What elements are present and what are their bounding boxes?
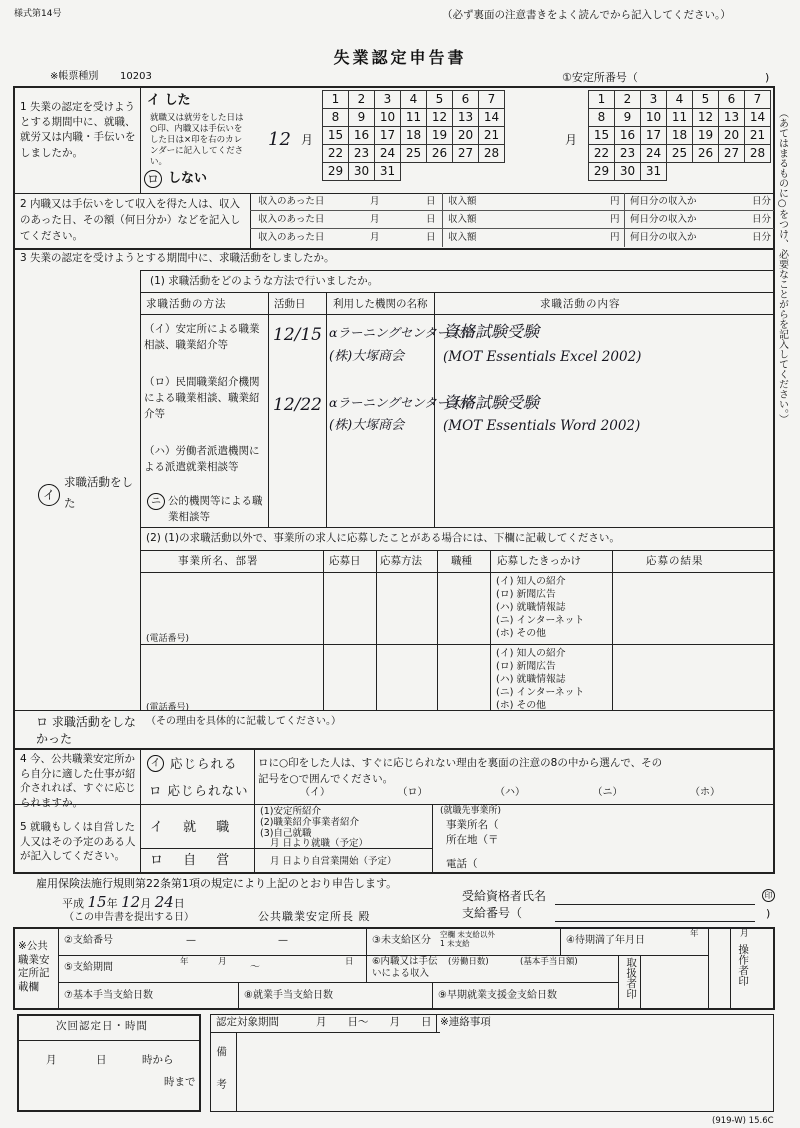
remarks-label: 備考 xyxy=(215,1046,228,1111)
s5-self-from: 月 日より自営業開始（予定） xyxy=(270,856,397,867)
office-f6a: (労働日数) xyxy=(448,957,489,967)
calendar-day[interactable]: 23 xyxy=(615,145,641,163)
activity-org-2: αラーニングセンター大高 xyxy=(329,395,475,410)
calendar-day[interactable]: 23 xyxy=(349,145,375,163)
office-f5-tilde: 〜 xyxy=(250,962,260,973)
activity-content-1: 資格試験受験 xyxy=(443,322,540,341)
s2-days-label: 何日分の収入か xyxy=(630,196,697,207)
s2-yen: 円 xyxy=(610,232,620,243)
activity-date-1: 12/15 xyxy=(273,325,322,345)
s2-days-unit: 日分 xyxy=(752,196,772,207)
s3-no-option[interactable]: ロ 求職活動をしなかった xyxy=(36,715,136,747)
calendar-day[interactable]: 24 xyxy=(641,145,667,163)
reason-option[interactable]: (イ) 知人の紹介 xyxy=(496,576,566,587)
decl-year: 15 xyxy=(87,893,107,911)
calendar-day[interactable]: 21 xyxy=(745,127,771,145)
calendar-day[interactable]: 13 xyxy=(719,109,745,127)
calendar-day[interactable]: 7 xyxy=(479,91,505,109)
s2-divider xyxy=(624,211,625,229)
calendar-day[interactable]: 5 xyxy=(427,91,453,109)
s2-question: 2 内職又は手伝いをして収入を得た人は、収入のあった日、その額（何日分か）などを記入してください。 xyxy=(20,198,241,242)
s3-h2-job: 職種 xyxy=(451,555,472,567)
s4-reason-choice[interactable]: （ハ） xyxy=(495,787,525,798)
calendar-day[interactable]: 17 xyxy=(641,127,667,145)
s2-amount-label: 収入額 xyxy=(448,232,477,243)
calendar-day[interactable]: 12 xyxy=(427,109,453,127)
s4-note: ロに○印をした人は、すぐに応じられない理由を裏面の注意の8の中から選んで、その記号を○で囲んでください。 xyxy=(258,757,663,785)
calendar-day[interactable]: 16 xyxy=(615,127,641,145)
office-f2: ②支給番号 xyxy=(64,935,113,946)
calendar-day[interactable]: 8 xyxy=(323,109,349,127)
s3-h-org: 利用した機関の名称 xyxy=(333,298,428,310)
s3-h-date: 活動日 xyxy=(274,298,306,310)
calendar-day[interactable]: 11 xyxy=(401,109,427,127)
calendar-day[interactable]: 16 xyxy=(349,127,375,145)
office-f6b: (基本手当日額) xyxy=(520,957,578,967)
s2-divider xyxy=(442,193,443,211)
s2-amount-label: 収入額 xyxy=(448,214,477,225)
s1-yes-option[interactable]: イ した xyxy=(147,93,191,108)
s2-divider xyxy=(624,229,625,247)
calendar-day[interactable]: 10 xyxy=(641,109,667,127)
s3-question: 3 失業の認定を受けようとする期間中に、求職活動をしましたか。 xyxy=(20,252,335,264)
s2-days-unit: 日分 xyxy=(752,232,772,243)
calendar-day[interactable]: 25 xyxy=(667,145,693,163)
office-f4-month: 月 xyxy=(740,929,749,939)
reason-option[interactable]: (ホ) その他 xyxy=(496,627,546,639)
reason-option[interactable]: (イ) 知人の紹介 xyxy=(496,648,566,659)
s5-dest-name: 事業所名（ xyxy=(446,819,499,831)
calendar-day[interactable]: 6 xyxy=(453,91,479,109)
s5-routes xyxy=(260,806,359,839)
calendar-day[interactable]: 10 xyxy=(375,109,401,127)
next-time-to: 時まで xyxy=(164,1076,196,1088)
period-label: 認定対象期間 xyxy=(216,1016,279,1028)
form-title: 失業認定申告書 xyxy=(333,48,467,67)
calendar-day[interactable]: 2 xyxy=(615,91,641,109)
reason-option[interactable]: (ホ) その他 xyxy=(496,699,546,711)
s4-yes-option[interactable]: 応じられる xyxy=(170,756,238,771)
s3-h-content: 求職活動の内容 xyxy=(540,298,621,310)
calendar-day[interactable]: 27 xyxy=(453,145,479,163)
s3-h2-method: 応募方法 xyxy=(380,555,422,567)
s5-dest-addr: 所在地（〒 xyxy=(446,834,499,846)
office-f5-year: 年 xyxy=(180,957,189,967)
s3-h2-result: 応募の結果 xyxy=(646,555,704,567)
s2-divider xyxy=(442,211,443,229)
calendar-right xyxy=(588,90,771,181)
s2-amount-label: 収入額 xyxy=(448,196,477,207)
calendar-left xyxy=(322,90,505,181)
contact-label: ※連絡事項 xyxy=(440,1016,491,1028)
s5-dest-label: (就職先事業所) xyxy=(440,806,502,816)
calendar-day[interactable]: 25 xyxy=(401,145,427,163)
calendar-day[interactable]: 1 xyxy=(589,91,615,109)
office-f9: ⑨早期就業支援金支給日数 xyxy=(438,990,557,1001)
activity-org-1b: (株)大塚商会 xyxy=(329,349,405,364)
calendar-day[interactable]: 3 xyxy=(375,91,401,109)
s2-divider xyxy=(442,229,443,247)
s4-reason-choice[interactable]: （ロ） xyxy=(397,787,428,798)
remarks-box xyxy=(210,1014,774,1112)
s1-yes-note: 就職又は就労をした日は○印、内職又は手伝いをした日は×印を右のカレンダーに記入してください。 xyxy=(150,113,244,168)
office-label: ※公共職業安定所記載欄 xyxy=(18,940,50,993)
s5-dest-tel: 電話（ xyxy=(446,858,478,870)
s2-month: 月 xyxy=(370,196,380,207)
office-f3b: 1 未支給 xyxy=(440,939,470,948)
s2-day: 日 xyxy=(426,232,436,243)
s2-date-label: 収入のあった日 xyxy=(258,196,325,207)
calendar-day[interactable]: 11 xyxy=(667,109,693,127)
calendar-day[interactable]: 22 xyxy=(589,145,615,163)
seal-mark: 印 xyxy=(762,889,775,902)
s4-reason-choice[interactable]: （ニ） xyxy=(592,787,623,798)
s1-month-unit-left: 月 xyxy=(301,133,314,147)
office-handler: 取扱者印 xyxy=(625,957,638,999)
calendar-day[interactable]: 1 xyxy=(323,91,349,109)
office-f5-day: 日 xyxy=(345,957,354,967)
calendar-day[interactable]: 12 xyxy=(693,109,719,127)
s2-days-label: 何日分の収入か xyxy=(630,214,697,225)
s5-route-option[interactable]: (3)自己就職 xyxy=(260,828,312,839)
calendar-day[interactable]: 26 xyxy=(427,145,453,163)
decl-year-unit: 年 xyxy=(106,897,118,910)
s2-yen: 円 xyxy=(610,196,620,207)
calendar-day[interactable]: 9 xyxy=(615,109,641,127)
period-value: 月 日〜 月 日 xyxy=(316,1016,432,1028)
calendar-day[interactable]: 21 xyxy=(479,127,505,145)
decl-date xyxy=(62,893,185,912)
calendar-day[interactable]: 19 xyxy=(693,127,719,145)
s3-phone-1: (電話番号) xyxy=(146,634,190,644)
ledger-number: 10203 xyxy=(120,71,152,82)
payment-number-label: 支給番号（ xyxy=(462,906,523,920)
calendar-day[interactable]: 31 xyxy=(375,163,401,181)
applicant-name-label: 受給資格者氏名 xyxy=(462,889,547,903)
s2-month: 月 xyxy=(370,214,380,225)
office-f5: ⑤支給期間 xyxy=(64,962,113,973)
office-f7: ⑦基本手当支給日数 xyxy=(64,990,153,1001)
office-f2-dash2: — xyxy=(278,935,288,946)
calendar-day[interactable]: 4 xyxy=(401,91,427,109)
calendar-day[interactable]: 31 xyxy=(641,163,667,181)
s4-yes-mark[interactable]: イ xyxy=(147,755,164,772)
s4-reason-choice[interactable]: （イ） xyxy=(300,787,330,798)
s3-h2-reason: 応募したきっかけ xyxy=(497,555,581,567)
decl-day: 24 xyxy=(154,893,174,911)
form-number: 様式第14号 xyxy=(14,9,62,19)
s2-day: 日 xyxy=(426,196,436,207)
s3-reasons-2 xyxy=(496,648,584,713)
next-date-label: 次回認定日・時間 xyxy=(56,1020,148,1032)
decl-era: 平成 xyxy=(62,897,84,910)
calendar-day[interactable]: 2 xyxy=(349,91,375,109)
calendar-day[interactable]: 17 xyxy=(375,127,401,145)
s2-month: 月 xyxy=(370,232,380,243)
office-f3: ③未支給区分 xyxy=(372,935,431,946)
calendar-day[interactable]: 7 xyxy=(745,91,771,109)
office-f5-month: 月 xyxy=(218,957,227,967)
s1-month-unit-right: 月 xyxy=(565,133,578,147)
office-number-label: ①安定所番号（ xyxy=(562,71,638,84)
activity-org-2b: (株)大塚商会 xyxy=(329,418,405,433)
s2-divider xyxy=(624,193,625,211)
reason-option[interactable]: (ハ) 就職情報誌 xyxy=(496,601,566,613)
decl-sub: （この申告書を提出する日） xyxy=(64,912,194,923)
s5-route-option[interactable]: (2)職業紹介事業者紹介 xyxy=(260,817,359,828)
s3-method-a: （イ）安定所による職業相談、職業紹介等 xyxy=(144,323,260,351)
s2-days-unit: 日分 xyxy=(752,214,772,225)
office-f4-year: 年 xyxy=(690,929,699,939)
next-time-from: 時から xyxy=(142,1054,174,1066)
reason-option[interactable]: (ロ) 新聞広告 xyxy=(496,588,556,600)
s3-h2-date: 応募日 xyxy=(329,555,361,567)
s3-h2-company: 事業所名、部署 xyxy=(178,555,259,567)
calendar-day[interactable]: 20 xyxy=(719,127,745,145)
s3-reasons-1 xyxy=(496,576,584,641)
side-note: （あてはまるものに○をつけ、必要なことがらを記入してください。） xyxy=(776,108,788,424)
s3-method-b: （ロ）民間職業紹介機関による職業相談、職業紹介等 xyxy=(144,376,260,420)
calendar-day[interactable]: 28 xyxy=(745,145,771,163)
s3-yes-mark[interactable]: イ xyxy=(38,484,60,506)
calendar-day[interactable]: 15 xyxy=(589,127,615,145)
reason-option[interactable]: (ロ) 新聞広告 xyxy=(496,660,556,672)
calendar-day[interactable]: 18 xyxy=(401,127,427,145)
s3-method-c: （ハ）労働者派遣機関による派遣就業相談等 xyxy=(144,445,260,473)
calendar-day[interactable]: 30 xyxy=(615,163,641,181)
s3-method-d-mark[interactable]: ニ xyxy=(147,493,165,510)
s3-q1: (1) 求職活動をどのような方法で行いましたか。 xyxy=(150,275,379,287)
s3-h-method: 求職活動の方法 xyxy=(146,298,227,310)
s5-job-from: 月 日より就職（予定） xyxy=(270,838,369,849)
office-f6: ⑥内職又は手伝いによる収入 xyxy=(372,956,438,979)
form-code: (919-W) 15.6C xyxy=(712,1116,774,1126)
next-date-month: 月 xyxy=(46,1054,57,1066)
s1-no-mark[interactable]: ロ xyxy=(144,170,162,188)
calendar-day[interactable]: 24 xyxy=(375,145,401,163)
activity-content-2: 資格試験受験 xyxy=(443,393,540,412)
s3-q2: (2) (1)の求職活動以外で、事業所の求人に応募したことがある場合には、下欄に記載してください。 xyxy=(146,532,620,544)
s3-yes-option[interactable]: 求職活動をした xyxy=(64,475,133,510)
s2-day: 日 xyxy=(426,214,436,225)
reason-option[interactable]: (ニ) インターネット xyxy=(496,614,585,626)
calendar-day[interactable]: 19 xyxy=(427,127,453,145)
calendar-day[interactable]: 5 xyxy=(693,91,719,109)
calendar-day[interactable]: 14 xyxy=(745,109,771,127)
s2-income-rows xyxy=(250,193,774,247)
calendar-day[interactable]: 20 xyxy=(453,127,479,145)
ledger-label: ※帳票種別 xyxy=(50,71,99,82)
office-f2-dash: — xyxy=(186,935,196,946)
decl-text: 雇用保険法施行規則第22条第1項の規定により上記のとおり申告します。 xyxy=(36,877,398,890)
s5-question: 5 就職もしくは自営した人又はその予定のある人が記入してください。 xyxy=(20,821,136,863)
reason-option[interactable]: (ハ) 就職情報誌 xyxy=(496,673,566,685)
calendar-day[interactable]: 22 xyxy=(323,145,349,163)
s1-no-option[interactable]: しない xyxy=(168,171,208,186)
activity-content-1b: (MOT Essentials Excel 2002) xyxy=(443,349,642,365)
activity-content-2b: (MOT Essentials Word 2002) xyxy=(443,418,641,434)
calendar-day[interactable]: 29 xyxy=(589,163,615,181)
calendar-day[interactable]: 3 xyxy=(641,91,667,109)
s1-month-left: 12 xyxy=(268,129,291,150)
calendar-day[interactable]: 6 xyxy=(719,91,745,109)
reason-option[interactable]: (ニ) インターネット xyxy=(496,686,585,698)
office-number-close: ) xyxy=(765,71,770,84)
s4-choices xyxy=(300,787,720,800)
office-f3-options xyxy=(440,930,495,948)
calendar-day[interactable]: 27 xyxy=(719,145,745,163)
s1-question: 1 失業の認定を受けようとする期間中に、就職、就労又は内職・手伝いをしましたか。 xyxy=(20,101,136,159)
calendar-day[interactable]: 9 xyxy=(349,109,375,127)
s4-no-option[interactable]: ロ 応じられない xyxy=(149,783,249,798)
s2-date-label: 収入のあった日 xyxy=(258,214,325,225)
office-f8: ⑧就業手当支給日数 xyxy=(244,990,333,1001)
activity-date-2: 12/22 xyxy=(273,395,322,415)
s5-self-option[interactable]: ロ 自 営 xyxy=(150,853,238,868)
s2-income-row xyxy=(250,193,774,211)
header-notice: （必ず裏面の注意書きをよく読んでから記入してください。） xyxy=(442,9,731,21)
calendar-day[interactable]: 26 xyxy=(693,145,719,163)
calendar-day[interactable]: 18 xyxy=(667,127,693,145)
s3-phone-2: (電話番号) xyxy=(146,703,190,713)
decl-month: 12 xyxy=(121,893,141,911)
s2-days-label: 何日分の収入か xyxy=(630,232,697,243)
calendar-day[interactable]: 30 xyxy=(349,163,375,181)
decl-day-unit: 日 xyxy=(173,897,185,910)
calendar-day[interactable]: 29 xyxy=(323,163,349,181)
s2-income-row xyxy=(250,211,774,229)
s2-yen: 円 xyxy=(610,214,620,225)
calendar-day[interactable]: 13 xyxy=(453,109,479,127)
s4-reason-choice[interactable]: （ホ） xyxy=(690,787,720,798)
decl-to: 公共職業安定所長 殿 xyxy=(258,910,371,923)
decl-month-unit: 月 xyxy=(140,897,152,910)
office-f4: ④待期満了年月日 xyxy=(566,935,645,946)
s3-method-d: 公的機関等による職業相談等 xyxy=(168,495,263,523)
calendar-day[interactable]: 8 xyxy=(589,109,615,127)
calendar-day[interactable]: 15 xyxy=(323,127,349,145)
s2-income-row xyxy=(250,229,774,247)
office-f3a: 空欄 未支給以外 xyxy=(440,930,495,939)
payment-number-close: ) xyxy=(766,907,771,920)
next-date-day: 日 xyxy=(96,1054,107,1066)
s2-date-label: 収入のあった日 xyxy=(258,232,325,243)
office-operator: 操作者印 xyxy=(737,944,750,986)
calendar-day[interactable]: 14 xyxy=(479,109,505,127)
s4-question: 4 今、公共職業安定所から自分に適した仕事が紹介されれば、すぐに応じられますか。 xyxy=(20,753,136,810)
calendar-day[interactable]: 4 xyxy=(667,91,693,109)
calendar-day[interactable]: 28 xyxy=(479,145,505,163)
s3-no-note: （その理由を具体的に記載してください。） xyxy=(146,716,341,727)
s5-job-option[interactable]: イ 就 職 xyxy=(150,820,238,835)
s5-route-option[interactable]: (1)安定所紹介 xyxy=(260,806,321,817)
activity-org-1: αラーニングセンター大高 xyxy=(329,325,475,340)
